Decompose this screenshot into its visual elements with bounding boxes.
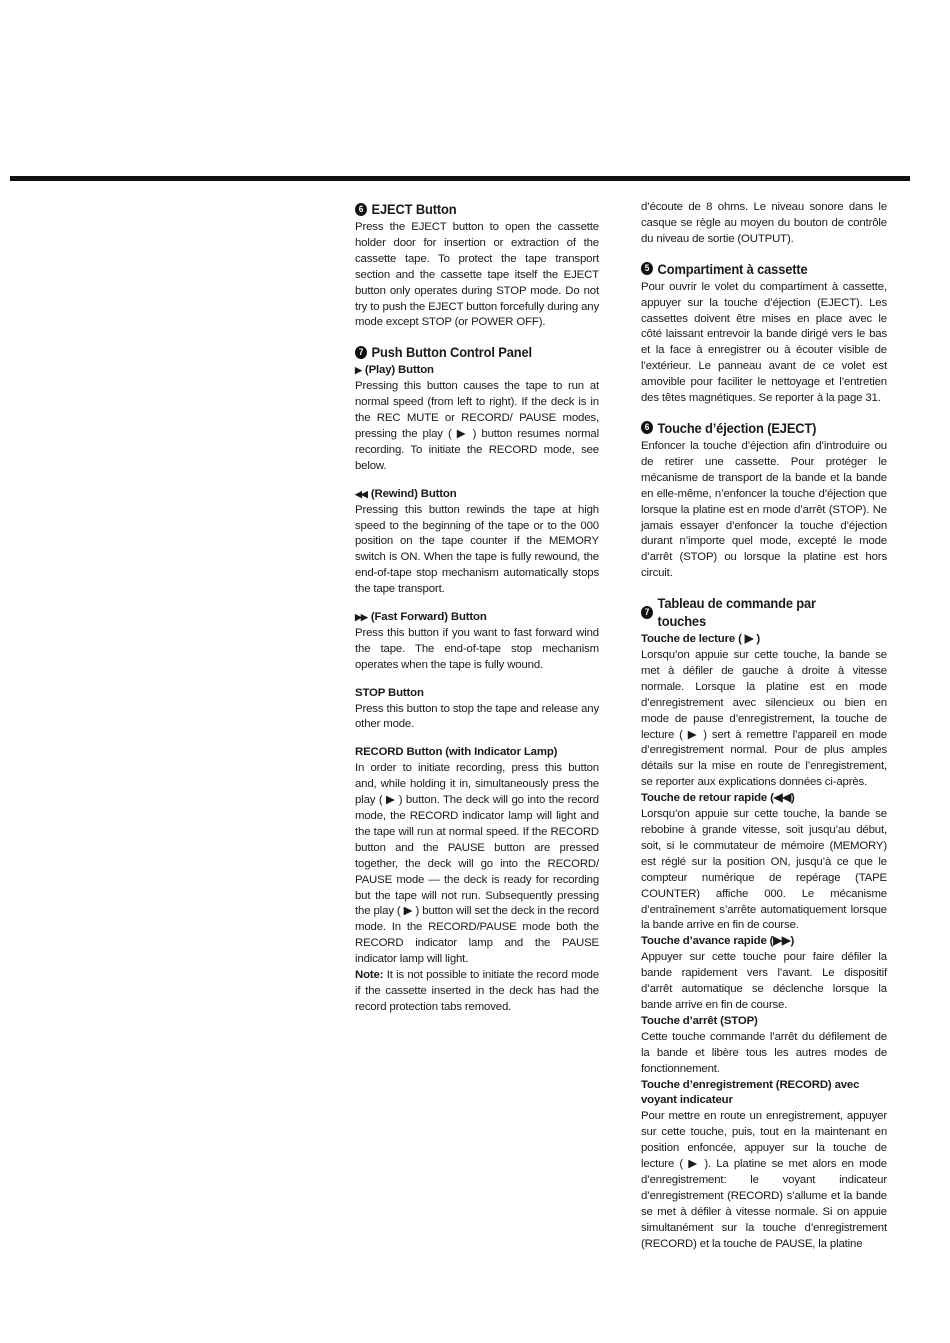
fast-forward-button-heading <box>355 610 599 626</box>
play-button-heading <box>355 363 599 379</box>
compartment-body: Pour ouvrir le volet du compartiment à cassette, appuyer sur la touche d’éjection (EJECT). Les cassettes doivent être mises en place avec le côté laissant entrevoir la bande dirigé vers le bas et la face à enregistrer ou à écouter visible de l’extérieur. Le panneau avant de ce volet est amovible pour faciliter le nettoyage et l’entretien des têtes magnétiques. Se reporter à la page 31. <box>641 280 887 405</box>
note-body: It is not possible to initiate the record mode if the cassette inserted in the deck has had the record protection tabs removed. <box>355 969 600 1013</box>
section-number-badge: 7 <box>355 346 367 359</box>
rewind-button-label: (Rewind) Button <box>370 487 457 500</box>
record-fr-label: Touche d’enregistrement (RECORD) avec voyant indicateur <box>641 1078 860 1107</box>
fast-forward-button-label: (Fast Forward) Button <box>370 611 487 624</box>
eject-fr-body: Enfoncer la touche d’éjection afin d’introduire ou de retirer une cassette. Pour protéger le mécanisme de transport de la bande et la bande en elle-même, n’enfoncer la touche d’éjection que lorsque la platine est en mode d’arrêt (STOP). Ne jamais essayer d’enfoncer la touche d’éjection durant n’importe quel mode, excepté le mode d’arrêt (STOP) ou lorsque la platine est hors circuit. <box>641 439 887 580</box>
control-panel-fr-heading <box>641 594 867 630</box>
eject-title: EJECT Button <box>371 201 457 217</box>
record-button-body: In order to initiate recording, press this button and, while holding it in, simultaneously press the play ( ▶ ) button. The deck will go into the record mode, the RECORD indicator lamp will light and the tape will run at normal speed. If the RECORD button and the PAUSE button are pressed together, the deck will go into the RECORD/ PAUSE mode — the deck is ready for recording but the tape will not run. Subsequently pressing the play ( ▶ ) button will set the deck in the record mode. In the RECORD/PAUSE mode both the RECORD indicator lamp and the PAUSE indicator lamp will light. <box>355 762 599 966</box>
stop-fr-label: Touche d’arrêt (STOP) <box>641 1014 758 1027</box>
fast-forward-icon: ▶▶ <box>355 612 367 623</box>
rewind-fr-body: Lorsqu’on appuie sur cette touche, la bande se rebobine à grande vitesse, soit jusqu’au début, soit, si le commutateur de mémoire (MEMORY) est réglé sur la position ON, jusqu’à ce que le compteur numérique de repérage (TAPE COUNTER) affiche 000. Le mécanisme d’entraînement s’arrête automatiquement lorsque la bande arrive en fin de course. <box>641 808 887 932</box>
stop-button-heading <box>355 686 599 702</box>
section-number-badge: 5 <box>641 262 653 275</box>
control-panel-section <box>355 343 599 1015</box>
play-fr-body: Lorsqu’on appuie sur cette touche, la bande se met à défiler de gauche à droite à vitesse normale. Lorsque la platine est en mode d’enregistrement avec silencieux ou bien en mode de pause d’enregistrement, la touche de lecture ( ▶ ) sert à remettre l’appareil en mode d’enregistrement normal. Pour de plus amples détails sur la mise en route de l’enregistrement, se reporter aux explications données ci-après. <box>641 649 887 789</box>
section-number-badge: 7 <box>641 606 653 619</box>
control-panel-title: Push Button Control Panel <box>371 344 532 361</box>
intro-text: d’écoute de 8 ohms. Le niveau sonore dans le casque se règle au moyen du bouton de contrôle du niveau de sortie (OUTPUT). <box>641 201 887 245</box>
stop-button-label: STOP Button <box>355 686 424 699</box>
play-fr-label: Touche de lecture ( ▶ ) <box>641 633 761 646</box>
record-button-label: RECORD Button (with Indicator Lamp) <box>355 746 558 759</box>
control-panel-heading <box>355 343 579 361</box>
eject-fr-title: Touche d’éjection (EJECT) <box>657 419 817 436</box>
compartment-section <box>641 260 887 407</box>
english-column <box>355 200 599 1028</box>
compartment-heading <box>641 260 867 278</box>
record-button-heading <box>355 745 599 761</box>
compartment-title: Compartiment à cassette <box>657 260 808 277</box>
rewind-icon: ◀◀ <box>355 488 367 499</box>
rewind-button-heading <box>355 487 599 503</box>
play-button-label: (Play) Button <box>364 364 434 377</box>
fast-forward-fr-heading <box>641 934 887 950</box>
stop-fr-heading <box>641 1014 887 1030</box>
eject-heading <box>355 200 579 218</box>
play-button-body: Pressing this button causes the tape to run at normal speed (from left to right). If the deck is in the REC MUTE or RECORD/ PAUSE modes, pressing the play ( ▶ ) button resumes normal recording. To initiate the RECORD mode, see below. <box>355 380 599 472</box>
section-number-badge: 6 <box>355 203 367 216</box>
eject-fr-section <box>641 419 887 582</box>
eject-section <box>355 200 599 331</box>
top-rule <box>10 176 910 181</box>
stop-button-body: Press this button to stop the tape and release any other mode. <box>355 702 599 731</box>
intro-section <box>641 200 887 248</box>
section-number-badge: 6 <box>641 421 653 434</box>
play-fr-heading <box>641 632 887 648</box>
rewind-fr-label: Touche de retour rapide (◀◀) <box>641 792 795 805</box>
control-panel-fr-section <box>641 594 887 1252</box>
rewind-button-body: Pressing this button rewinds the tape at high speed to the beginning of the tape or to the 000 position on the tape counter if the MEMORY switch is ON. When the tape is fully rewound, the end-of-tape stop mechanism automatically stops the tape transport. <box>355 503 599 596</box>
eject-fr-heading <box>641 419 867 437</box>
record-fr-heading <box>641 1078 887 1110</box>
control-panel-fr-title: Tableau de commande par touches <box>657 595 816 630</box>
fast-forward-fr-body: Appuyer sur cette touche pour faire défiler la bande rapidement vers l’avant. Le dispositif d’arrêt automatique se déclenche lorsque la bande arrive en fin de course. <box>641 951 887 1011</box>
eject-body: Press the EJECT button to open the cassette holder door for insertion or extraction of the cassette tape. To protect the tape transport section and the cassette tape itself the EJECT button only operates during STOP mode. Do not try to push the EJECT button forcefully during any mode except STOP (or POWER OFF). <box>355 221 599 329</box>
rewind-fr-heading <box>641 791 887 807</box>
fast-forward-fr-label: Touche d’avance rapide (▶▶) <box>641 935 795 948</box>
fast-forward-button-body: Press this button if you want to fast forward wind the tape. The end-of-tape stop mechanism operates when the tape is fully wound. <box>355 626 599 671</box>
french-column <box>641 200 887 1264</box>
stop-fr-body: Cette touche commande l’arrêt du défilement de la bande et libère tous les autres modes de fonctionnement. <box>641 1030 887 1075</box>
record-note <box>355 968 599 1016</box>
record-fr-body: Pour mettre en route un enregistrement, appuyer sur cette touche, puis, tout en la maintenant en position enfoncée, appuyer sur la touche de lecture ( ▶ ). La platine se met alors en mode d’enregistrement: le voyant indicateur d’enregistrement (RECORD) s’allume et la bande se met à défiler à vitesse normale. Si on appuie simultanément sur la touche d’enregistrement (RECORD) et la touche de PAUSE, la platine <box>641 1110 887 1250</box>
note-label: Note: <box>355 969 384 982</box>
play-icon: ▶ <box>355 365 361 376</box>
